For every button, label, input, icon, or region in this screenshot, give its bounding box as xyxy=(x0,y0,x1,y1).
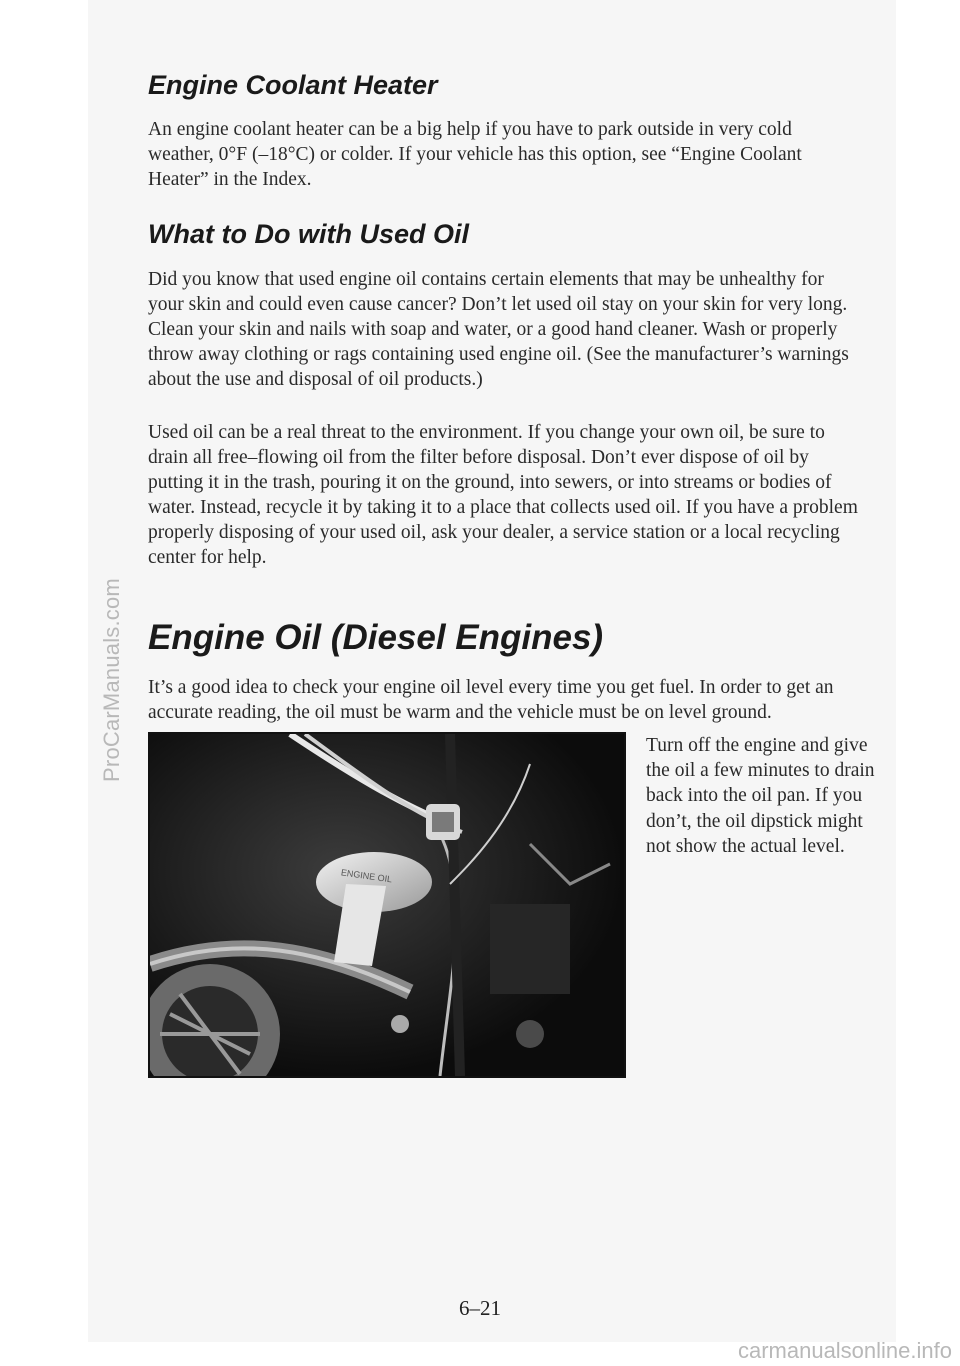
footer-watermark: carmanualsonline.info xyxy=(737,1338,952,1363)
heading-engine-coolant-heater: Engine Coolant Heater xyxy=(148,70,438,100)
paragraph-used-oil-health: Did you know that used engine oil contains certain elements that may be unhealthy for your skin and could even cause cancer? Don’t let used oil stay on your skin for very long. Clean your skin and nails with soap and water, or a good hand cleaner. Wash or properly throw away clothing or rags containing used engine oil. (See the manufacturer’s warnings about the use and disposal of oil products.) xyxy=(148,269,849,390)
heading-used-oil: What to Do with Used Oil xyxy=(148,219,469,249)
manual-page xyxy=(88,0,896,1342)
paragraph-used-oil-environment: Used oil can be a real threat to the environment. If you change your own oil, be sure to drain all free–flowing oil from the filter before disposal. Don’t ever dispose of oil by putting it in the trash, pouring it on the ground, into sewers, or into streams or bodies of water. Instead, recycle it by taking it to a place that collects used oil. If you have a problem properly disposing of your used oil, ask your dealer, a service station or a local recycling center for help. xyxy=(148,422,858,568)
paragraph-coolant-heater: An engine coolant heater can be a big help if you have to park outside in very cold weather, 0°F (–18°C) or colder. If your vehicle has this option, see “Engine Coolant Heater” in the Index. xyxy=(148,119,802,190)
oil-cap-label: ENGINE OIL xyxy=(340,867,393,885)
page-number: 6–21 xyxy=(459,1296,501,1320)
paragraph-check-oil: It’s a good idea to check your engine oil level every time you get fuel. In order to get an accurate reading, the oil must be warm and the vehicle must be on level ground. xyxy=(148,677,834,723)
figure-side-text: Turn off the engine and give the oil a few minutes to drain back into the oil pan. If you don’t, the oil dipstick might not show the actual level. xyxy=(646,735,875,857)
side-watermark: ProCarManuals.com xyxy=(99,578,124,782)
engine-oil-cap-photo xyxy=(148,732,626,1078)
heading-engine-oil-diesel: Engine Oil (Diesel Engines) xyxy=(148,618,604,657)
